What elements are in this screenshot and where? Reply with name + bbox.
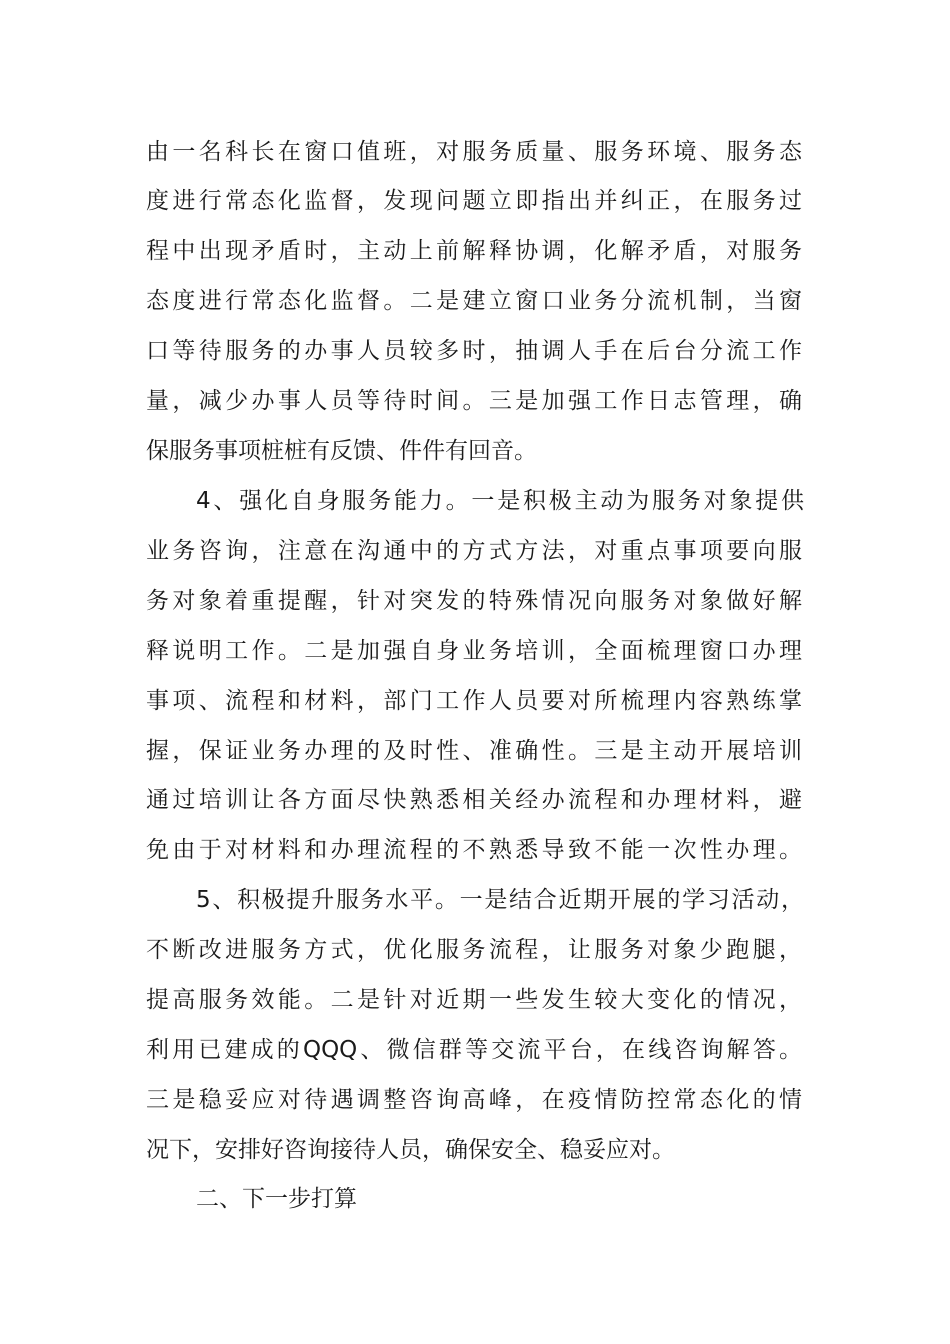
text-line: 三是稳妥应对待遇调整咨询高峰，在疫情防控常态化的情 [146,1087,802,1113]
section-heading: 二、下一步打算 [196,1186,357,1212]
text-line: 通过培训让各方面尽快熟悉相关经办流程和办理材料，避 [146,787,802,813]
text-line: 况下，安排好咨询接待人员，确保安全、稳妥应对。 [146,1137,675,1163]
text-line: 态度进行常态化监督。二是建立窗口业务分流机制，当窗 [146,288,802,314]
text-line: 务对象着重提醒，针对突发的特殊情况向服务对象做好解 [146,588,802,614]
text-line: 由一名科长在窗口值班，对服务质量、服务环境、服务态 [146,139,802,165]
paragraph-4-first-line: 4、强化自身服务能力。一是积极主动为服务对象提供 [196,488,804,514]
text-line: 利用已建成的QQQ、微信群等交流平台，在线咨询解答。 [146,1037,802,1063]
text-line: 握，保证业务办理的及时性、准确性。三是主动开展培训 [146,738,802,764]
text-line: 提高服务效能。二是针对近期一些发生较大变化的情况， [146,987,802,1013]
text-line: 口等待服务的办事人员较多时，抽调人手在后台分流工作 [146,338,802,364]
text-line: 程中出现矛盾时，主动上前解释协调，化解矛盾，对服务 [146,238,802,264]
text-line: 事项、流程和材料，部门工作人员要对所梳理内容熟练掌 [146,688,802,714]
paragraph-5-first-line: 5、积极提升服务水平。一是结合近期开展的学习活动， [196,887,804,913]
text-line: 释说明工作。二是加强自身业务培训，全面梳理窗口办理 [146,638,802,664]
text-line: 免由于对材料和办理流程的不熟悉导致不能一次性办理。 [146,837,802,863]
text-line: 量，减少办事人员等待时间。三是加强工作日志管理，确 [146,388,802,414]
text-line: 保服务事项桩桩有反馈、件件有回音。 [146,438,537,464]
text-line: 不断改进服务方式，优化服务流程，让服务对象少跑腿， [146,937,802,963]
text-line: 业务咨询，注意在沟通中的方式方法，对重点事项要向服 [146,538,802,564]
text-line: 度进行常态化监督，发现问题立即指出并纠正，在服务过 [146,188,802,214]
